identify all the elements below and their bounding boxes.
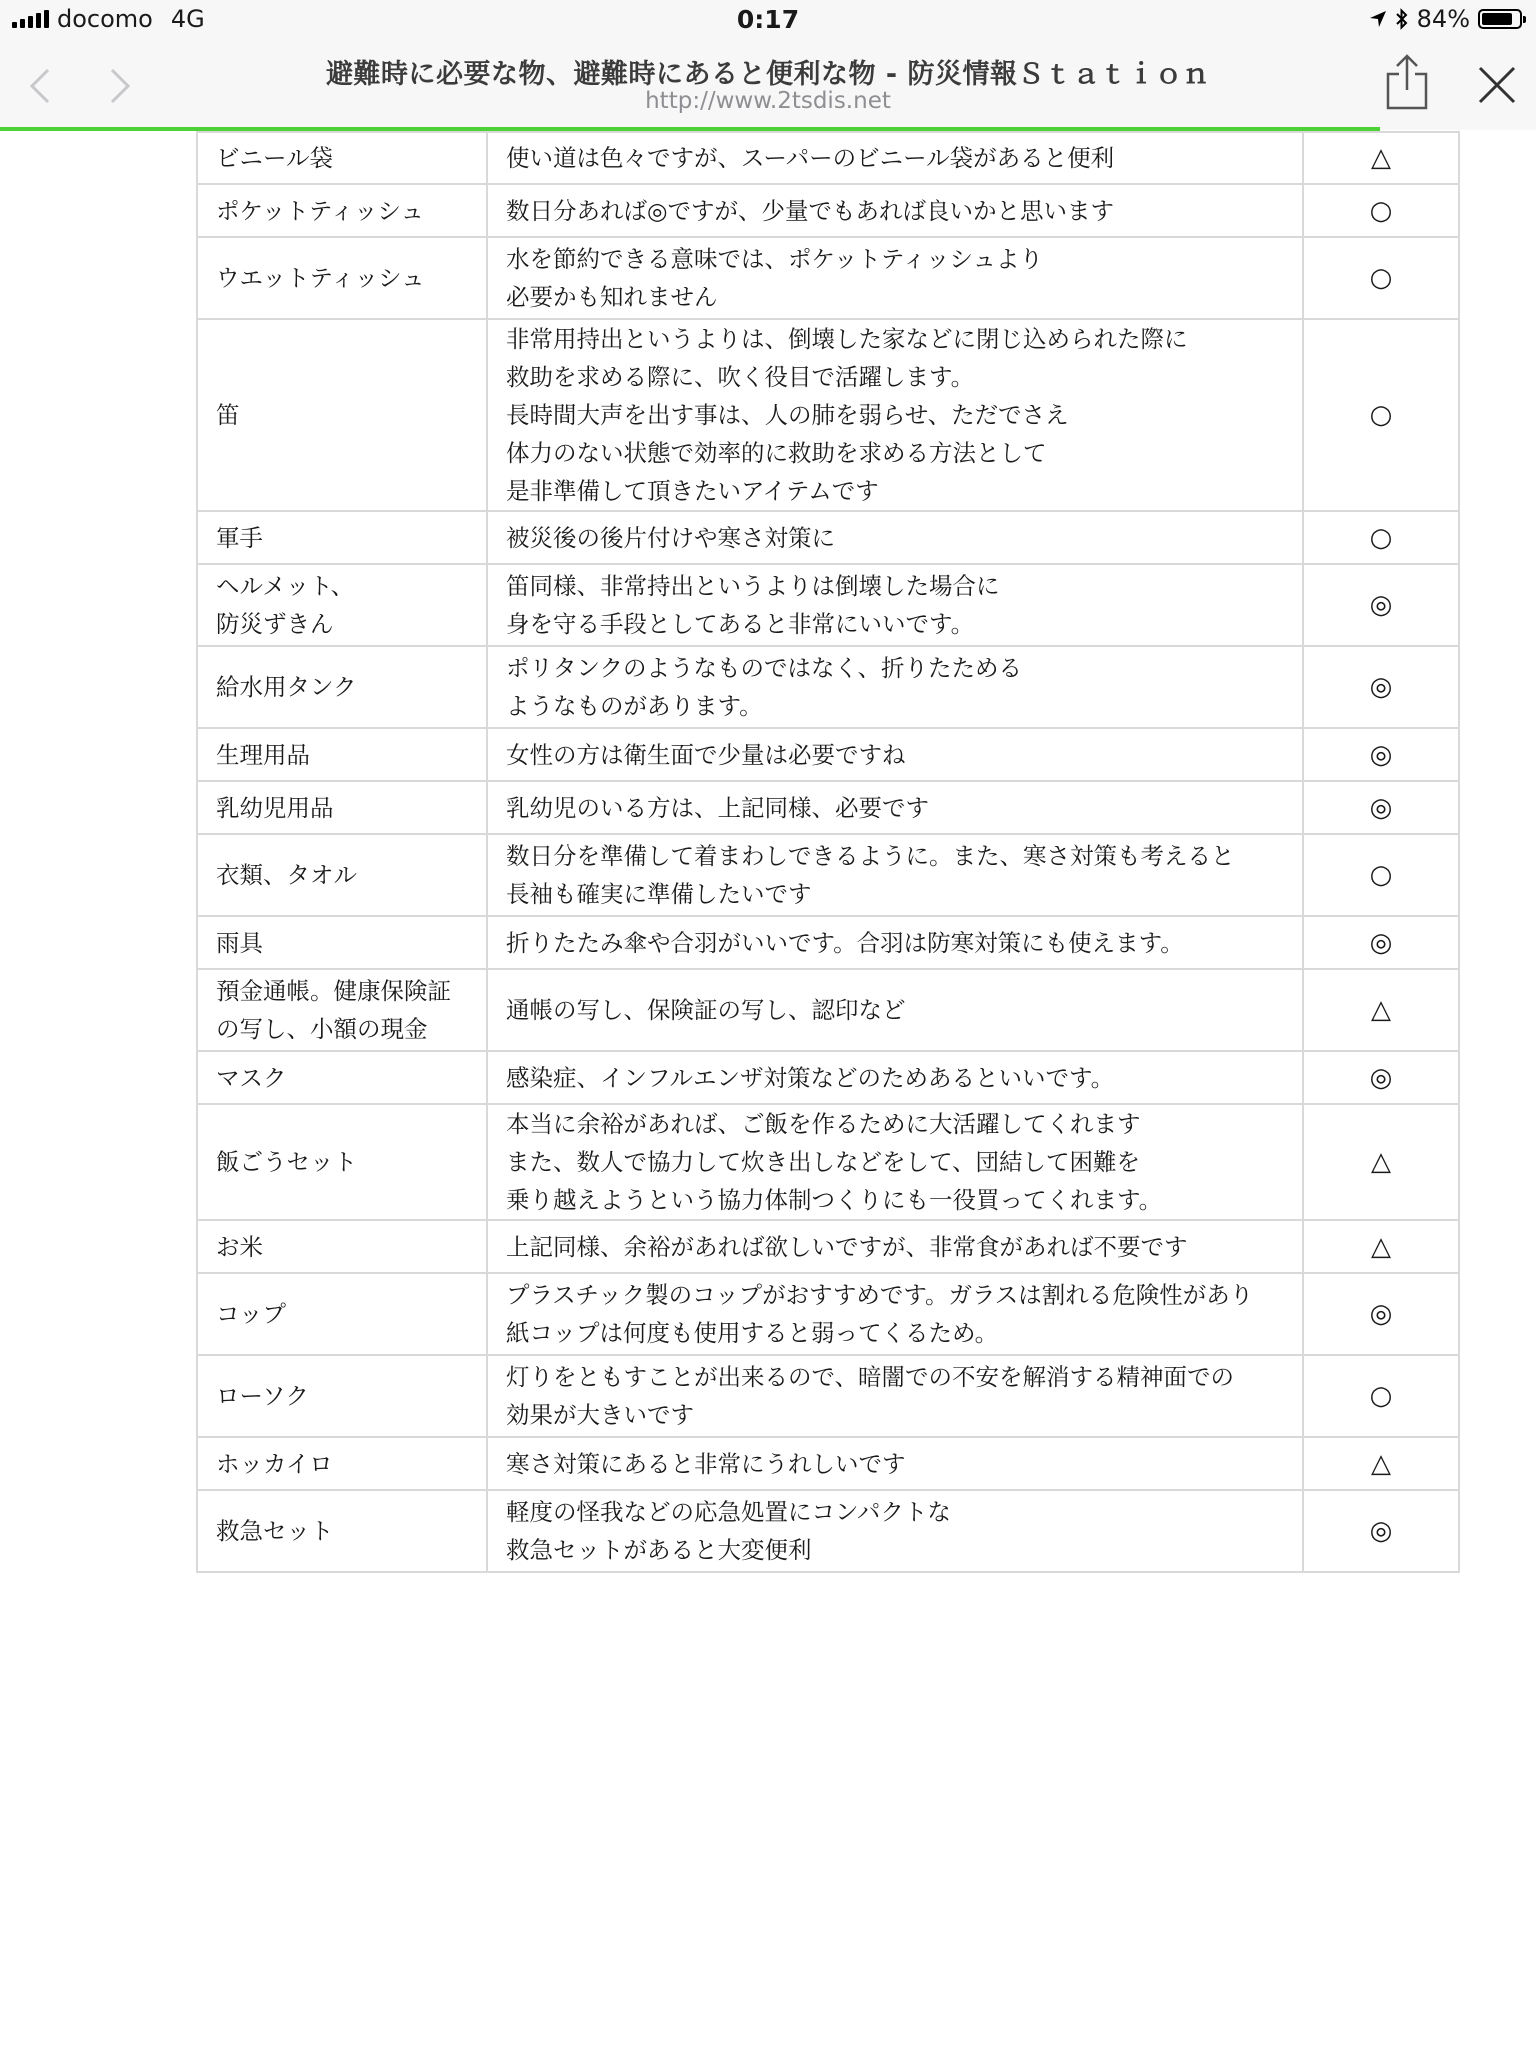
table-row (197, 237, 1459, 319)
item-description-cell (487, 916, 1303, 969)
item-description-line: 長袖も確実に準備したいです (506, 880, 812, 908)
item-name-line: 生理用品 (216, 740, 310, 769)
item-name-cell (197, 1490, 487, 1572)
item-description-line: 救急セットがあると大変便利 (506, 1536, 812, 1564)
item-name-line: 飯ごうセット (216, 1148, 357, 1176)
item-name-line: 雨具 (216, 928, 263, 957)
table-row (197, 1220, 1459, 1273)
item-description-line: 笛同様、非常持出というよりは倒壊した場合に (506, 572, 1000, 600)
table-row (197, 834, 1459, 916)
item-description-cell (487, 646, 1303, 728)
item-name-line: 軍手 (216, 523, 263, 552)
item-name-cell (197, 728, 487, 781)
table-row (197, 1051, 1459, 1104)
table-row (197, 184, 1459, 237)
item-name-cell (197, 511, 487, 564)
item-name-cell (197, 184, 487, 237)
item-rating-cell: ◎ (1303, 728, 1459, 781)
item-name-line: 笛 (216, 401, 240, 429)
item-description-line: 女性の方は衛生面で少量は必要ですね (506, 740, 906, 769)
item-description-line: 水を節約できる意味では、ポケットティッシュより (506, 245, 1043, 273)
item-description-line: 紙コップは何度も使用すると弱ってくるため。 (506, 1319, 999, 1347)
item-description-line: 数日分あれば◎ですが、少量でもあれば良いかと思います (506, 196, 1115, 225)
item-name-cell (197, 969, 487, 1051)
battery-icon (1478, 9, 1522, 29)
item-description-line: 寒さ対策にあると非常にうれしいです (506, 1449, 906, 1478)
item-rating-cell: ◎ (1303, 1273, 1459, 1355)
item-rating-cell: ○ (1303, 237, 1459, 319)
item-name-cell (197, 132, 487, 184)
item-rating-cell: △ (1303, 1104, 1459, 1220)
table-row (197, 728, 1459, 781)
item-name-line: マスク (216, 1063, 287, 1092)
item-description-cell (487, 319, 1303, 511)
table-row (197, 511, 1459, 564)
item-name-line: 乳幼児用品 (216, 793, 334, 822)
item-rating-cell: ◎ (1303, 781, 1459, 834)
page-title: 避難時に必要な物、避難時にあると便利な物 - 防災情報Ｓｔａｔｉｏｎ (325, 59, 1210, 90)
item-description-line: 使い道は色々ですが、スーパーのビニール袋があると便利 (506, 144, 1115, 172)
item-description-cell (487, 184, 1303, 237)
item-rating-cell: ○ (1303, 1355, 1459, 1437)
item-description-line: 乳幼児のいる方は、上記同様、必要です (506, 793, 929, 822)
item-description-line: 軽度の怪我などの応急処置にコンパクトな (506, 1498, 951, 1526)
status-bar (0, 0, 1536, 42)
table-row (197, 564, 1459, 646)
battery-percent: 84% (1416, 5, 1470, 33)
table-row (197, 319, 1459, 511)
carrier-label: docomo (57, 5, 153, 33)
table-row (197, 132, 1459, 184)
item-description-line: 乗り越えようという協力体制つくりにも一役買ってくれます。 (506, 1186, 1163, 1214)
status-right (1369, 5, 1522, 33)
item-description-cell (487, 564, 1303, 646)
item-description-cell (487, 1437, 1303, 1490)
item-description-cell (487, 511, 1303, 564)
item-table (196, 131, 1460, 1573)
item-rating-cell: ◎ (1303, 564, 1459, 646)
item-name-line: ローソク (216, 1382, 309, 1410)
item-description-cell (487, 781, 1303, 834)
item-name-cell (197, 564, 487, 646)
item-name-line: ウエットティッシュ (216, 264, 425, 292)
item-description-line: 感染症、インフルエンザ対策などのためあるといいです。 (506, 1063, 1115, 1092)
item-rating-cell: ○ (1303, 511, 1459, 564)
item-name-line: 救急セット (216, 1517, 334, 1545)
item-description-line: 身を守る手段としてあると非常にいいです。 (506, 610, 975, 638)
item-rating-cell: ◎ (1303, 646, 1459, 728)
item-description-line: 体力のない状態で効率的に救助を求める方法として (506, 439, 1047, 467)
item-name-line: コップ (216, 1300, 287, 1328)
table-row (197, 1104, 1459, 1220)
item-description-line: 本当に余裕があれば、ご飯を作るために大活躍してくれます (506, 1110, 1141, 1138)
item-description-line: また、数人で協力して炊き出しなどをして、団結して困難を (506, 1148, 1141, 1176)
item-rating-cell: ○ (1303, 834, 1459, 916)
item-rating-cell: ○ (1303, 319, 1459, 511)
location-arrow-icon (1369, 10, 1387, 28)
item-description-line: プラスチック製のコップがおすすめです。ガラスは割れる危険性があり (506, 1281, 1254, 1309)
item-description-line: 被災後の後片付けや寒さ対策に (506, 523, 835, 552)
item-description-line: 数日分を準備して着まわしできるように。また、寒さ対策も考えると (506, 842, 1235, 870)
item-name-line: お米 (216, 1232, 263, 1261)
item-name-cell (197, 1355, 487, 1437)
close-icon[interactable] (1474, 62, 1520, 108)
item-name-cell (197, 1220, 487, 1273)
item-name-cell (197, 1104, 487, 1220)
item-name-line: ホッカイロ (216, 1449, 333, 1478)
item-description-cell (487, 1273, 1303, 1355)
item-name-cell (197, 781, 487, 834)
item-name-cell (197, 1437, 487, 1490)
bluetooth-icon (1395, 8, 1409, 30)
battery-fill (1482, 13, 1512, 25)
item-table-container (196, 131, 1460, 2048)
item-rating-cell: ◎ (1303, 1051, 1459, 1104)
item-description-cell (487, 1220, 1303, 1273)
item-name-line: 衣類、タオル (216, 861, 357, 889)
item-description-line: 長時間大声を出す事は、人の肺を弱らせ、ただでさえ (506, 401, 1069, 429)
item-description-line: 是非準備して頂きたいアイテムです (506, 477, 879, 505)
item-description-line: ポリタンクのようなものではなく、折りたためる (506, 654, 1023, 682)
item-name-line: 給水用タンク (216, 673, 357, 701)
item-name-line: の写し、小額の現金 (216, 1015, 428, 1043)
item-name-cell (197, 319, 487, 511)
item-description-cell (487, 132, 1303, 184)
table-body (197, 132, 1459, 1572)
item-rating-cell: ◎ (1303, 1490, 1459, 1572)
item-name-line: ビニール袋 (216, 144, 334, 172)
table-row (197, 646, 1459, 728)
item-name-cell (197, 1051, 487, 1104)
item-rating-cell: △ (1303, 969, 1459, 1051)
item-description-cell (487, 1490, 1303, 1572)
item-description-line: 必要かも知れません (506, 283, 718, 311)
item-description-cell (487, 1051, 1303, 1104)
item-description-line: 非常用持出というよりは、倒壊した家などに閉じ込められた際に (506, 325, 1188, 353)
item-name-cell (197, 646, 487, 728)
item-rating-cell: ○ (1303, 184, 1459, 237)
item-description-cell (487, 834, 1303, 916)
item-name-cell (197, 1273, 487, 1355)
item-description-cell (487, 1104, 1303, 1220)
item-name-line: 防災ずきん (216, 610, 334, 638)
item-description-cell (487, 728, 1303, 781)
item-description-cell (487, 1355, 1303, 1437)
item-description-line: 折りたたみ傘や合羽がいいです。合羽は防寒対策にも使えます。 (506, 928, 1184, 957)
item-rating-cell: ◎ (1303, 916, 1459, 969)
page-url[interactable]: http://www.2tsdis.net (645, 88, 891, 114)
table-row (197, 969, 1459, 1051)
item-name-line: 預金通帳。健康保険証 (216, 977, 451, 1005)
item-description-line: 救助を求める際に、吹く役目で活躍します。 (506, 363, 975, 391)
item-name-cell (197, 916, 487, 969)
item-description-line: 効果が大きいです (506, 1401, 694, 1429)
item-description-cell (487, 969, 1303, 1051)
item-rating-cell: △ (1303, 1437, 1459, 1490)
table-row (197, 1490, 1459, 1572)
table-row (197, 781, 1459, 834)
item-name-line: ヘルメット、 (216, 572, 355, 600)
item-description-line: ようなものがあります。 (506, 692, 763, 720)
clock: 0:17 (736, 5, 800, 34)
item-description-line: 灯りをともすことが出来るので、暗闇での不安を解消する精神面での (506, 1363, 1235, 1391)
browser-nav-bar (0, 42, 1536, 130)
item-description-line: 通帳の写し、保険証の写し、認印など (506, 996, 906, 1024)
table-row (197, 1355, 1459, 1437)
item-name-cell (197, 834, 487, 916)
item-description-cell (487, 237, 1303, 319)
item-name-cell (197, 237, 487, 319)
item-description-line: 上記同様、余裕があれば欲しいですが、非常食があれば不要です (506, 1232, 1188, 1261)
item-name-line: ポケットティッシュ (216, 196, 424, 225)
item-rating-cell: △ (1303, 132, 1459, 184)
share-icon[interactable] (1382, 52, 1432, 112)
item-rating-cell: △ (1303, 1220, 1459, 1273)
table-row (197, 916, 1459, 969)
table-row (197, 1437, 1459, 1490)
table-row (197, 1273, 1459, 1355)
network-label: 4G (170, 5, 205, 33)
